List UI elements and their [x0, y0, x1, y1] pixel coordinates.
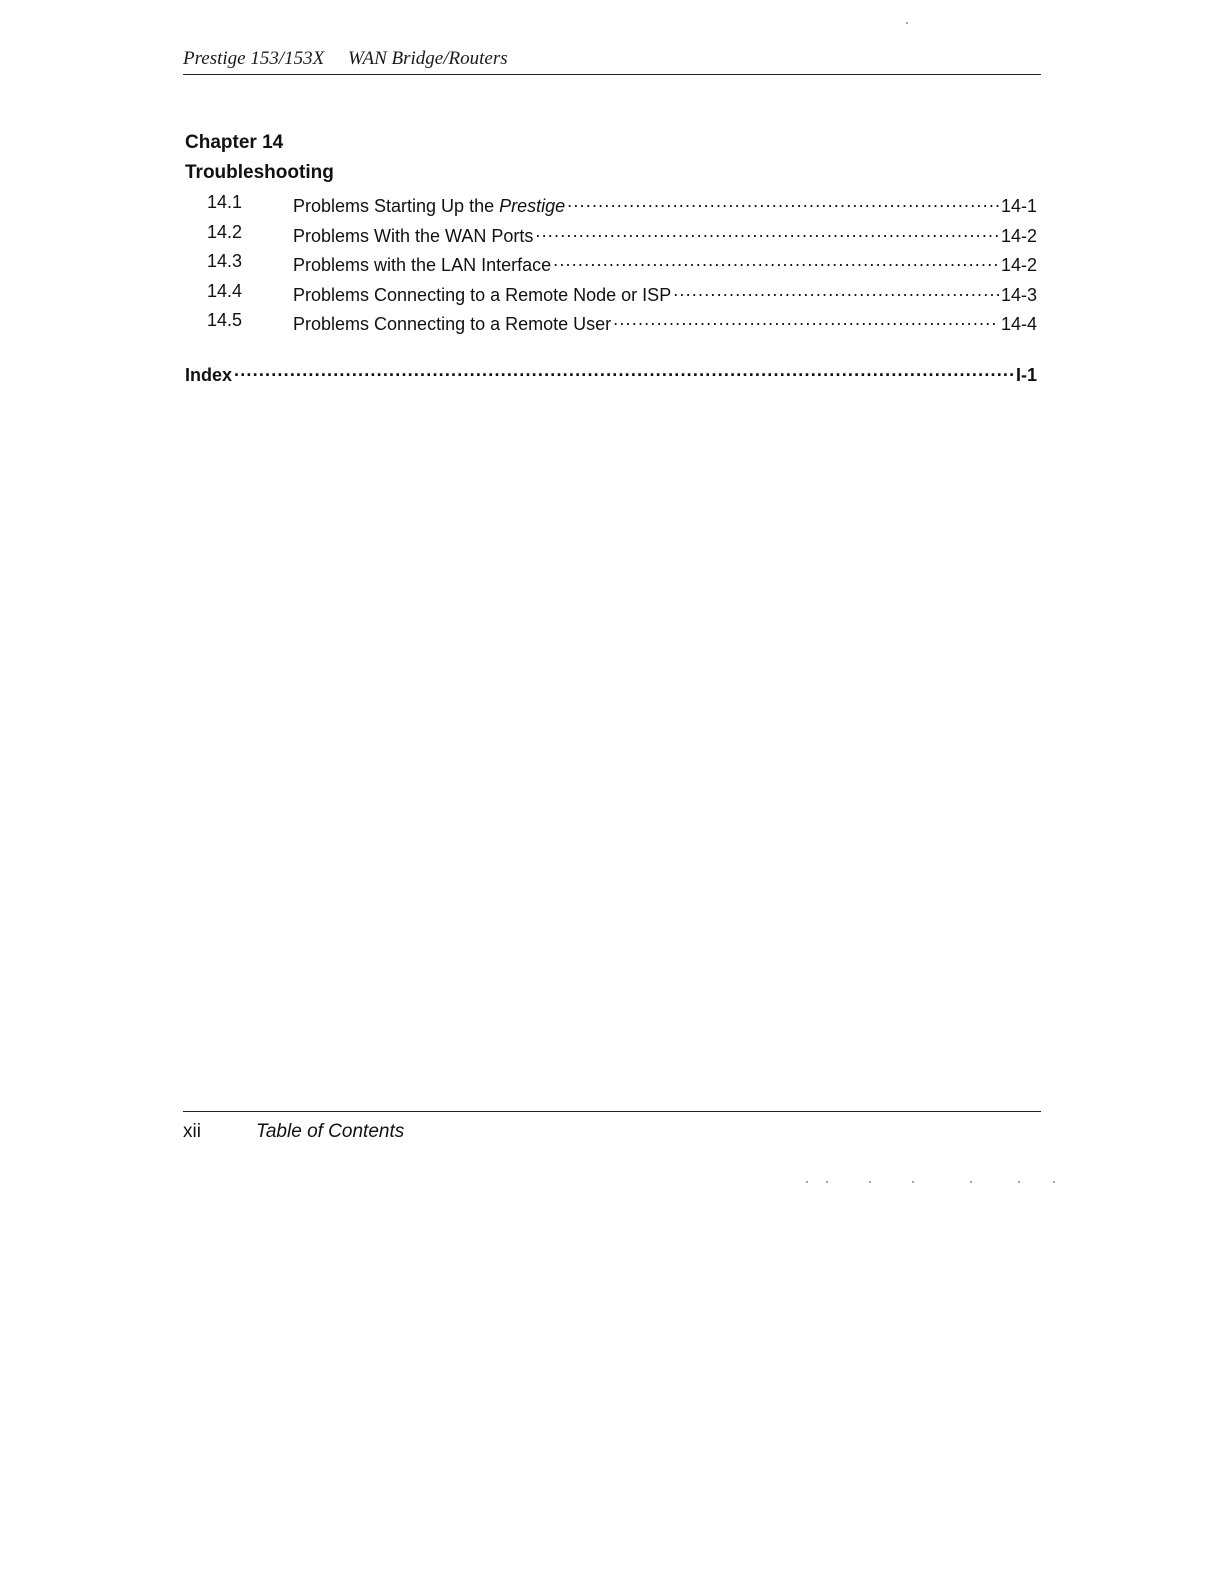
toc-entry-page: 14-2 — [1000, 255, 1037, 275]
header-rule — [183, 74, 1041, 75]
header-product: Prestige 153/153X — [183, 48, 325, 69]
dot-leader — [613, 310, 999, 330]
footer-page-number: xii — [183, 1121, 201, 1142]
dot-leader — [673, 281, 999, 301]
chapter-title: Troubleshooting — [185, 162, 334, 183]
index-page: I-1 — [1015, 365, 1037, 385]
toc-entry-page: 14-2 — [1000, 225, 1037, 246]
toc-entry-page: 14-1 — [1000, 196, 1037, 216]
toc-entry-number: 14.5 — [207, 310, 243, 330]
scan-speck — [869, 1181, 871, 1183]
toc-entry-number: 14.3 — [207, 251, 243, 271]
scan-speck — [1053, 1181, 1055, 1183]
scan-speck — [906, 22, 908, 24]
toc-entry-page: 14-4 — [1000, 314, 1037, 334]
toc-entry[interactable] — [185, 308, 1037, 338]
toc-entry-title: Problems with the LAN Interface — [293, 255, 552, 275]
dot-leader — [567, 192, 999, 212]
toc-list — [185, 190, 1037, 338]
scan-speck — [806, 1181, 808, 1183]
scan-speck — [826, 1181, 828, 1183]
header-subtitle: WAN Bridge/Routers — [348, 48, 508, 69]
toc-entry-emphasis: Prestige — [499, 196, 566, 216]
toc-entry-number: 14.4 — [207, 280, 243, 301]
toc-entry[interactable] — [185, 220, 1037, 250]
scan-speck — [912, 1181, 914, 1183]
footer-rule — [183, 1111, 1041, 1112]
footer-section-title: Table of Contents — [256, 1121, 405, 1142]
running-header — [183, 48, 1041, 74]
toc-entry-page: 14-3 — [1000, 284, 1037, 305]
toc-entry[interactable] — [185, 190, 1037, 220]
toc-entry[interactable] — [185, 279, 1037, 309]
toc-entry[interactable] — [185, 249, 1037, 279]
toc-entry-number: 14.2 — [207, 221, 243, 242]
dot-leader — [234, 361, 1014, 381]
scan-speck — [1018, 1181, 1020, 1183]
toc-entry-title: Problems Starting Up the Prestige — [293, 196, 566, 216]
dot-leader — [535, 222, 999, 242]
chapter-number: Chapter 14 — [185, 132, 284, 153]
toc-entry-title: Problems Connecting to a Remote Node or ISP — [293, 284, 672, 305]
dot-leader — [553, 251, 999, 271]
index-label: Index — [185, 365, 233, 385]
toc-index-entry[interactable] — [185, 361, 1037, 386]
toc-entry-number: 14.1 — [207, 192, 243, 212]
toc-entry-title: Problems Connecting to a Remote User — [293, 314, 612, 334]
toc-entry-title: Problems With the WAN Ports — [293, 225, 534, 246]
scan-speck — [970, 1181, 972, 1183]
